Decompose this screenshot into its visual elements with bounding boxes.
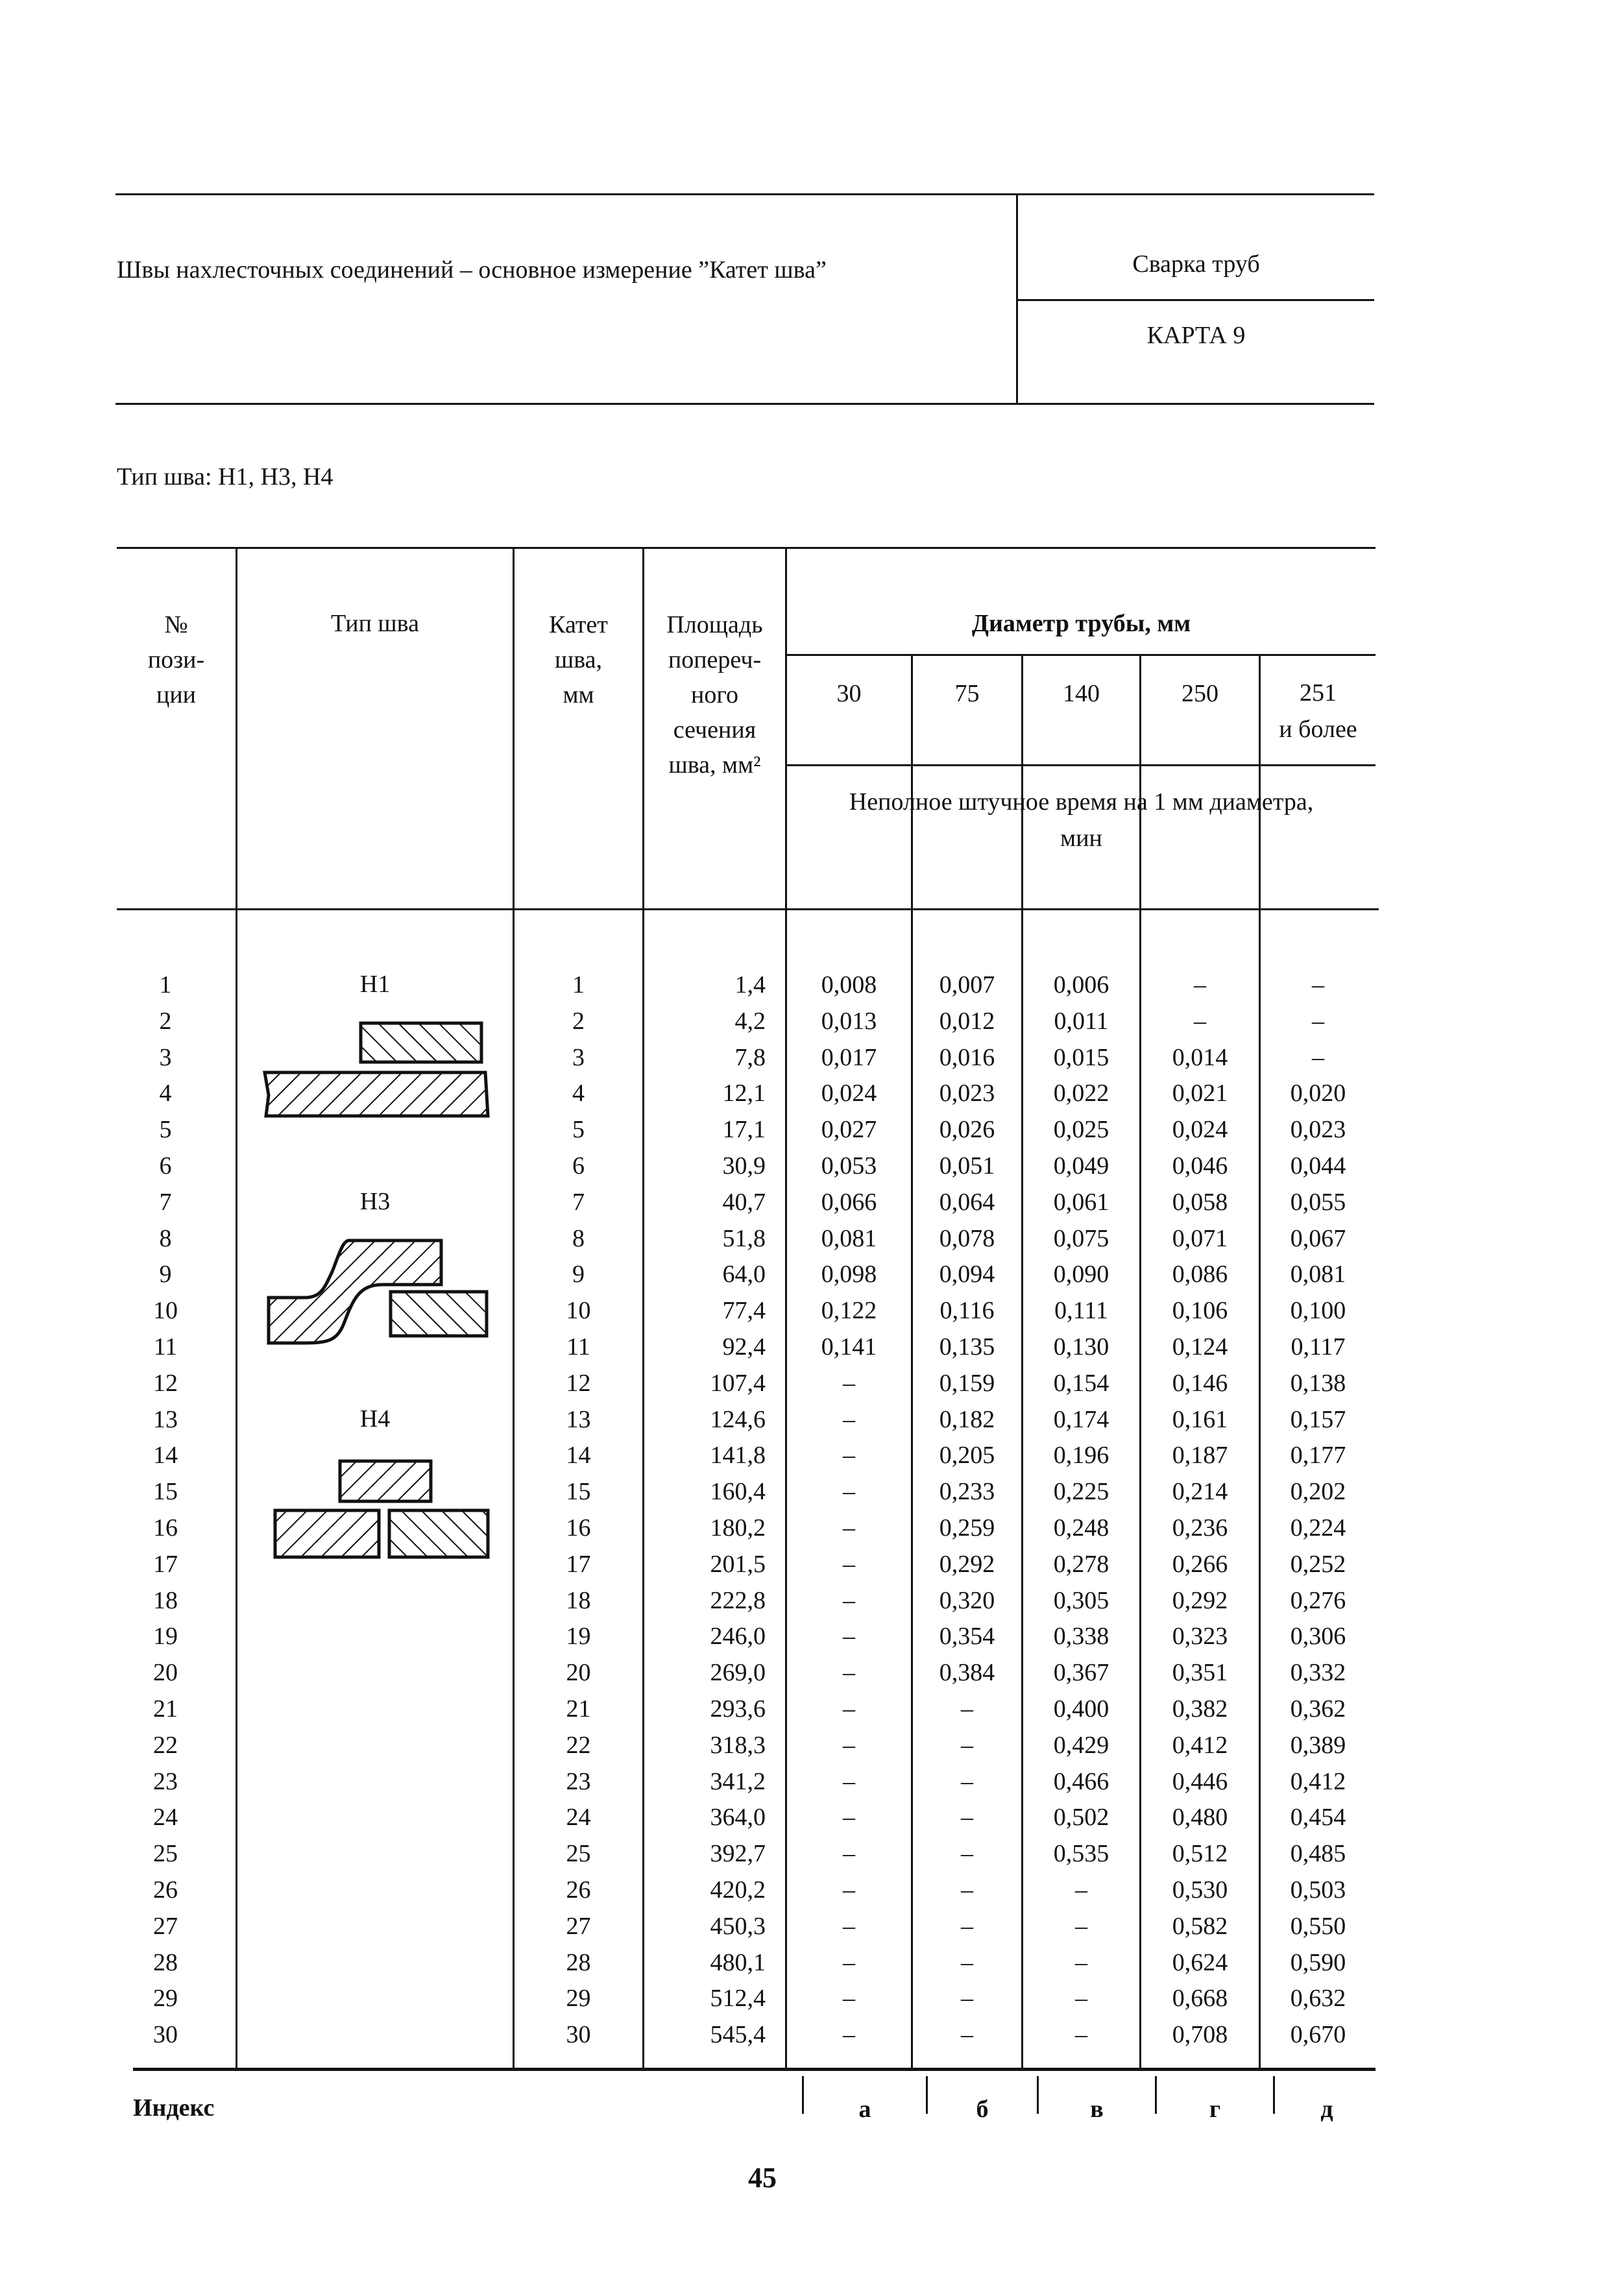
cell-time-3: 0,214 — [1172, 1478, 1228, 1506]
page-number: 45 — [748, 2162, 777, 2194]
cell-time-4: 0,044 — [1290, 1152, 1346, 1180]
table-row — [0, 1727, 1624, 1763]
cell-time-4: 0,202 — [1290, 1478, 1346, 1506]
cell-area: 30,9 — [722, 1152, 766, 1180]
cell-area: 341,2 — [710, 1767, 766, 1795]
cell-area: 12,1 — [722, 1080, 766, 1107]
cell-leg: 25 — [566, 1840, 591, 1868]
cell-time-0: 0,027 — [821, 1116, 877, 1144]
cell-time-0: 0,008 — [821, 971, 877, 998]
table-row — [0, 967, 1624, 1003]
cell-time-0: – — [843, 1478, 855, 1506]
cell-position: 11 — [153, 1333, 178, 1361]
cell-time-3: 0,480 — [1172, 1804, 1228, 1832]
cell-time-0: – — [843, 1985, 855, 2013]
cell-position: 10 — [153, 1297, 178, 1325]
index-g: г — [1209, 2096, 1221, 2123]
cell-area: 364,0 — [710, 1804, 766, 1832]
cell-area: 141,8 — [710, 1442, 766, 1470]
index-a: а — [858, 2096, 871, 2123]
cell-area: 64,0 — [722, 1261, 766, 1289]
cell-position: 23 — [153, 1767, 178, 1795]
table-row — [0, 1329, 1624, 1365]
cell-position: 22 — [153, 1731, 178, 1759]
header-section: Сварка труб — [1132, 250, 1260, 278]
cell-position: 13 — [153, 1405, 178, 1433]
cell-leg: 11 — [566, 1333, 590, 1361]
cell-time-4: 0,157 — [1290, 1405, 1346, 1433]
cell-time-2: 0,502 — [1053, 1804, 1109, 1832]
seam-label-h1: Н1 — [359, 971, 391, 998]
cell-time-2: 0,174 — [1053, 1405, 1109, 1433]
cell-time-3: 0,412 — [1172, 1731, 1228, 1759]
cell-leg: 9 — [572, 1261, 585, 1289]
header-card: КАРТА 9 — [1146, 322, 1246, 349]
cell-time-3: – — [1194, 1007, 1206, 1035]
cell-time-1: 0,016 — [939, 1043, 995, 1071]
cell-leg: 19 — [566, 1623, 591, 1651]
cell-time-2: – — [1075, 1912, 1087, 1940]
cell-time-4: 0,670 — [1290, 2021, 1346, 2049]
cell-position: 25 — [153, 1840, 178, 1868]
cell-time-1: – — [961, 1985, 973, 2013]
cell-time-1: 0,205 — [939, 1442, 995, 1470]
cell-time-0: – — [843, 2021, 855, 2049]
cell-time-4: 0,550 — [1290, 1912, 1346, 1940]
cell-position: 30 — [153, 2021, 178, 2049]
table-row — [0, 1582, 1624, 1619]
cell-area: 269,0 — [710, 1659, 766, 1687]
cell-area: 450,3 — [710, 1912, 766, 1940]
cell-time-4: 0,020 — [1290, 1080, 1346, 1107]
cell-time-3: 0,024 — [1172, 1116, 1228, 1144]
cell-time-4: 0,389 — [1290, 1731, 1346, 1759]
cell-time-1: 0,094 — [939, 1261, 995, 1289]
cell-time-0: – — [843, 1767, 855, 1795]
index-label: Индекс — [133, 2094, 215, 2122]
head-diameter-250: 250 — [1182, 680, 1218, 707]
cell-time-3: 0,624 — [1172, 1948, 1228, 1976]
cell-time-1: 0,384 — [939, 1659, 995, 1687]
cell-time-1: – — [961, 2021, 973, 2049]
cell-time-3: 0,106 — [1172, 1297, 1228, 1325]
cell-time-3: 0,582 — [1172, 1912, 1228, 1940]
cell-time-1: – — [961, 1695, 973, 1723]
table-row — [0, 1799, 1624, 1835]
cell-leg: 22 — [566, 1731, 591, 1759]
cell-time-2: 0,015 — [1053, 1043, 1109, 1071]
cell-time-3: 0,530 — [1172, 1876, 1228, 1904]
cell-position: 24 — [153, 1804, 178, 1832]
cell-time-0: – — [843, 1623, 855, 1651]
table-row — [0, 1944, 1624, 1981]
cell-leg: 21 — [566, 1695, 591, 1723]
cell-area: 180,2 — [710, 1514, 766, 1542]
cell-time-4: 0,632 — [1290, 1985, 1346, 2013]
cell-time-4: 0,276 — [1290, 1586, 1346, 1614]
cell-time-2: 0,061 — [1053, 1188, 1109, 1216]
cell-time-4: 0,023 — [1290, 1116, 1346, 1144]
table-row — [0, 1980, 1624, 2016]
table-row — [0, 1220, 1624, 1257]
cell-time-4: 0,067 — [1290, 1224, 1346, 1252]
cell-leg: 6 — [572, 1152, 585, 1180]
table-row — [0, 1148, 1624, 1184]
seam-label-h4: Н4 — [359, 1405, 391, 1433]
cell-area: 40,7 — [722, 1188, 766, 1216]
cell-area: 246,0 — [710, 1623, 766, 1651]
table-row — [0, 1401, 1624, 1438]
cell-time-2: 0,429 — [1053, 1731, 1109, 1759]
seam-types-label: Тип шва: Н1, Н3, Н4 — [117, 463, 333, 490]
cell-time-2: 0,196 — [1053, 1442, 1109, 1470]
cell-leg: 30 — [566, 2021, 591, 2049]
table-row — [0, 1872, 1624, 1908]
cell-time-0: – — [843, 1840, 855, 1868]
cell-area: 77,4 — [722, 1297, 766, 1325]
cell-time-0: – — [843, 1442, 855, 1470]
cell-time-2: 0,400 — [1053, 1695, 1109, 1723]
cell-time-1: – — [961, 1767, 973, 1795]
cell-position: 12 — [153, 1369, 178, 1397]
cell-position: 9 — [159, 1261, 172, 1289]
cell-position: 7 — [159, 1188, 172, 1216]
table-row — [0, 1039, 1624, 1076]
seam-label-h3: Н3 — [359, 1188, 391, 1215]
cell-time-0: – — [843, 1912, 855, 1940]
cell-time-2: – — [1075, 1985, 1087, 2013]
head-leg: Катет шва, мм — [549, 611, 608, 708]
cell-area: 512,4 — [710, 1985, 766, 2013]
cell-time-4: – — [1312, 1007, 1324, 1035]
index-b: б — [976, 2096, 989, 2123]
cell-leg: 29 — [566, 1985, 591, 2013]
cell-position: 16 — [153, 1514, 178, 1542]
cell-time-4: 0,224 — [1290, 1514, 1346, 1542]
cell-time-3: 0,046 — [1172, 1152, 1228, 1180]
cell-time-1: 0,354 — [939, 1623, 995, 1651]
cell-area: 293,6 — [710, 1695, 766, 1723]
cell-area: 124,6 — [710, 1405, 766, 1433]
cell-time-1: – — [961, 1876, 973, 1904]
cell-time-0: 0,024 — [821, 1080, 877, 1107]
cell-time-1: – — [961, 1948, 973, 1976]
cell-time-4: 0,454 — [1290, 1804, 1346, 1832]
cell-time-4: 0,412 — [1290, 1767, 1346, 1795]
table-row — [0, 1618, 1624, 1654]
cell-leg: 16 — [566, 1514, 591, 1542]
cell-leg: 28 — [566, 1948, 591, 1976]
cell-area: 420,2 — [710, 1876, 766, 1904]
table-row — [0, 1075, 1624, 1111]
cell-time-1: – — [961, 1840, 973, 1868]
cell-time-3: 0,161 — [1172, 1405, 1228, 1433]
cell-leg: 15 — [566, 1478, 591, 1506]
table-row — [0, 1003, 1624, 1039]
cell-time-3: 0,446 — [1172, 1767, 1228, 1795]
cell-time-0: 0,013 — [821, 1007, 877, 1035]
cell-time-2: 0,075 — [1053, 1224, 1109, 1252]
cell-time-2: 0,278 — [1053, 1550, 1109, 1578]
table-row — [0, 1763, 1624, 1800]
cell-position: 2 — [159, 1007, 172, 1035]
cell-time-3: 0,323 — [1172, 1623, 1228, 1651]
cell-time-3: 0,382 — [1172, 1695, 1228, 1723]
cell-time-1: 0,233 — [939, 1478, 995, 1506]
cell-leg: 12 — [566, 1369, 591, 1397]
table-row — [0, 1654, 1624, 1691]
cell-time-0: – — [843, 1405, 855, 1433]
cell-leg: 14 — [566, 1442, 591, 1470]
cell-time-1: – — [961, 1804, 973, 1832]
cell-time-1: 0,159 — [939, 1369, 995, 1397]
cell-time-1: 0,023 — [939, 1080, 995, 1107]
cell-position: 8 — [159, 1224, 172, 1252]
table-row — [0, 1835, 1624, 1872]
cell-time-3: – — [1194, 971, 1206, 998]
table-row — [0, 1473, 1624, 1510]
table-row — [0, 1691, 1624, 1727]
cell-time-1: 0,051 — [939, 1152, 995, 1180]
cell-time-3: 0,021 — [1172, 1080, 1228, 1107]
cell-time-2: 0,466 — [1053, 1767, 1109, 1795]
cell-time-1: 0,259 — [939, 1514, 995, 1542]
cell-time-0: 0,122 — [821, 1297, 877, 1325]
cell-leg: 1 — [572, 971, 585, 998]
cell-time-0: – — [843, 1695, 855, 1723]
cell-time-1: 0,116 — [939, 1297, 995, 1325]
cell-time-2: 0,225 — [1053, 1478, 1109, 1506]
cell-time-2: 0,154 — [1053, 1369, 1109, 1397]
cell-time-4: 0,100 — [1290, 1297, 1346, 1325]
cell-time-3: 0,071 — [1172, 1224, 1228, 1252]
cell-time-3: 0,266 — [1172, 1550, 1228, 1578]
cell-time-1: – — [961, 1912, 973, 1940]
cell-time-3: 0,351 — [1172, 1659, 1228, 1687]
table-row — [0, 1292, 1624, 1329]
cell-time-4: 0,177 — [1290, 1442, 1346, 1470]
cell-area: 480,1 — [710, 1948, 766, 1976]
head-area: Площадь попереч- ного сечения шва, мм² — [666, 611, 763, 779]
table-row — [0, 1365, 1624, 1401]
cell-time-1: 0,320 — [939, 1586, 995, 1614]
cell-area: 92,4 — [722, 1333, 766, 1361]
table-row — [0, 1908, 1624, 1944]
cell-time-3: 0,146 — [1172, 1369, 1228, 1397]
cell-leg: 23 — [566, 1767, 591, 1795]
cell-time-0: 0,098 — [821, 1261, 877, 1289]
cell-position: 17 — [153, 1550, 178, 1578]
cell-time-4: 0,055 — [1290, 1188, 1346, 1216]
cell-area: 1,4 — [734, 971, 766, 998]
cell-area: 201,5 — [710, 1550, 766, 1578]
cell-time-1: 0,135 — [939, 1333, 995, 1361]
cell-time-3: 0,086 — [1172, 1261, 1228, 1289]
cell-area: 545,4 — [710, 2021, 766, 2049]
cell-time-4: – — [1312, 1043, 1324, 1071]
cell-position: 20 — [153, 1659, 178, 1687]
cell-time-1: 0,292 — [939, 1550, 995, 1578]
cell-time-3: 0,187 — [1172, 1442, 1228, 1470]
cell-area: 160,4 — [710, 1478, 766, 1506]
cell-time-2: 0,535 — [1053, 1840, 1109, 1868]
cell-time-1: 0,078 — [939, 1224, 995, 1252]
cell-time-3: 0,124 — [1172, 1333, 1228, 1361]
cell-time-4: 0,081 — [1290, 1261, 1346, 1289]
cell-position: 29 — [153, 1985, 178, 2013]
head-pos: № пози- ции — [147, 611, 205, 708]
cell-leg: 7 — [572, 1188, 585, 1216]
cell-area: 7,8 — [734, 1043, 766, 1071]
table-row — [0, 1437, 1624, 1473]
cell-area: 222,8 — [710, 1586, 766, 1614]
cell-time-1: 0,012 — [939, 1007, 995, 1035]
cell-area: 51,8 — [722, 1224, 766, 1252]
cell-time-2: – — [1075, 1876, 1087, 1904]
cell-time-2: – — [1075, 2021, 1087, 2049]
cell-time-0: – — [843, 1659, 855, 1687]
table-row — [0, 1111, 1624, 1148]
cell-time-2: 0,338 — [1053, 1623, 1109, 1651]
cell-time-4: 0,590 — [1290, 1948, 1346, 1976]
cell-time-3: 0,512 — [1172, 1840, 1228, 1868]
cell-time-0: – — [843, 1550, 855, 1578]
cell-position: 26 — [153, 1876, 178, 1904]
cell-area: 318,3 — [710, 1731, 766, 1759]
cell-time-0: – — [843, 1876, 855, 1904]
cell-area: 107,4 — [710, 1369, 766, 1397]
cell-time-2: 0,305 — [1053, 1586, 1109, 1614]
index-d: д — [1320, 2096, 1333, 2123]
table-row — [0, 1184, 1624, 1220]
cell-time-0: 0,017 — [821, 1043, 877, 1071]
head-diameter-75: 75 — [954, 680, 980, 707]
cell-time-0: – — [843, 1731, 855, 1759]
table-row — [0, 1256, 1624, 1292]
cell-leg: 5 — [572, 1116, 585, 1144]
cell-time-4: 0,138 — [1290, 1369, 1346, 1397]
cell-time-2: 0,049 — [1053, 1152, 1109, 1180]
head-diameter-251: 251 и более — [1279, 679, 1357, 743]
cell-time-0: – — [843, 1369, 855, 1397]
cell-time-2: 0,111 — [1054, 1297, 1108, 1325]
cell-time-0: – — [843, 1804, 855, 1832]
cell-time-3: 0,236 — [1172, 1514, 1228, 1542]
cell-leg: 4 — [572, 1080, 585, 1107]
table-row — [0, 1546, 1624, 1582]
cell-position: 27 — [153, 1912, 178, 1940]
cell-time-0: – — [843, 1948, 855, 1976]
cell-leg: 20 — [566, 1659, 591, 1687]
cell-time-2: 0,022 — [1053, 1080, 1109, 1107]
cell-leg: 18 — [566, 1586, 591, 1614]
cell-time-4: 0,503 — [1290, 1876, 1346, 1904]
cell-time-4: 0,485 — [1290, 1840, 1346, 1868]
cell-leg: 27 — [566, 1912, 591, 1940]
cell-time-3: 0,708 — [1172, 2021, 1228, 2049]
cell-time-1: 0,007 — [939, 971, 995, 998]
index-v: в — [1090, 2096, 1104, 2123]
cell-time-1: 0,064 — [939, 1188, 995, 1216]
head-time-caption: Неполное штучное время на 1 мм диаметра, мин — [849, 788, 1314, 852]
cell-position: 3 — [159, 1043, 172, 1071]
cell-time-0: 0,081 — [821, 1224, 877, 1252]
cell-leg: 10 — [566, 1297, 591, 1325]
cell-position: 6 — [159, 1152, 172, 1180]
cell-position: 15 — [153, 1478, 178, 1506]
head-diameter-140: 140 — [1063, 680, 1100, 707]
cell-leg: 8 — [572, 1224, 585, 1252]
cell-time-3: 0,014 — [1172, 1043, 1228, 1071]
cell-position: 28 — [153, 1948, 178, 1976]
cell-time-4: 0,117 — [1291, 1333, 1346, 1361]
cell-time-4: 0,252 — [1290, 1550, 1346, 1578]
cell-position: 1 — [159, 971, 172, 998]
cell-position: 19 — [153, 1623, 178, 1651]
cell-leg: 13 — [566, 1405, 591, 1433]
cell-time-0: 0,053 — [821, 1152, 877, 1180]
header-title: Швы нахлесточных соединений – основное измерение ”Катет шва” — [117, 256, 827, 284]
cell-time-2: 0,025 — [1053, 1116, 1109, 1144]
cell-area: 17,1 — [722, 1116, 766, 1144]
cell-time-1: – — [961, 1731, 973, 1759]
cell-position: 18 — [153, 1586, 178, 1614]
cell-area: 4,2 — [734, 1007, 766, 1035]
cell-leg: 24 — [566, 1804, 591, 1832]
cell-area: 392,7 — [710, 1840, 766, 1868]
cell-time-2: 0,006 — [1053, 971, 1109, 998]
cell-time-4: 0,332 — [1290, 1659, 1346, 1687]
cell-time-0: – — [843, 1586, 855, 1614]
cell-time-2: 0,090 — [1053, 1261, 1109, 1289]
cell-time-2: 0,011 — [1054, 1007, 1109, 1035]
head-type: Тип шва — [330, 610, 419, 637]
cell-position: 5 — [159, 1116, 172, 1144]
cell-position: 21 — [153, 1695, 178, 1723]
table-row — [0, 2016, 1624, 2053]
cell-leg: 17 — [566, 1550, 591, 1578]
cell-time-2: 0,367 — [1053, 1659, 1109, 1687]
cell-time-4: 0,362 — [1290, 1695, 1346, 1723]
head-diameter: Диаметр трубы, мм — [971, 610, 1191, 637]
cell-time-2: 0,248 — [1053, 1514, 1109, 1542]
cell-time-4: – — [1312, 971, 1324, 998]
cell-time-3: 0,058 — [1172, 1188, 1228, 1216]
cell-time-4: 0,306 — [1290, 1623, 1346, 1651]
cell-time-3: 0,292 — [1172, 1586, 1228, 1614]
table-row — [0, 1510, 1624, 1546]
cell-time-0: 0,141 — [821, 1333, 877, 1361]
cell-time-1: 0,026 — [939, 1116, 995, 1144]
cell-leg: 26 — [566, 1876, 591, 1904]
cell-leg: 3 — [572, 1043, 585, 1071]
cell-time-3: 0,668 — [1172, 1985, 1228, 2013]
cell-time-1: 0,182 — [939, 1405, 995, 1433]
cell-time-2: 0,130 — [1053, 1333, 1109, 1361]
cell-time-0: 0,066 — [821, 1188, 877, 1216]
cell-time-2: – — [1075, 1948, 1087, 1976]
head-diameter-30: 30 — [836, 680, 862, 707]
cell-time-0: – — [843, 1514, 855, 1542]
cell-leg: 2 — [572, 1007, 585, 1035]
cell-position: 4 — [159, 1080, 172, 1107]
cell-position: 14 — [153, 1442, 178, 1470]
